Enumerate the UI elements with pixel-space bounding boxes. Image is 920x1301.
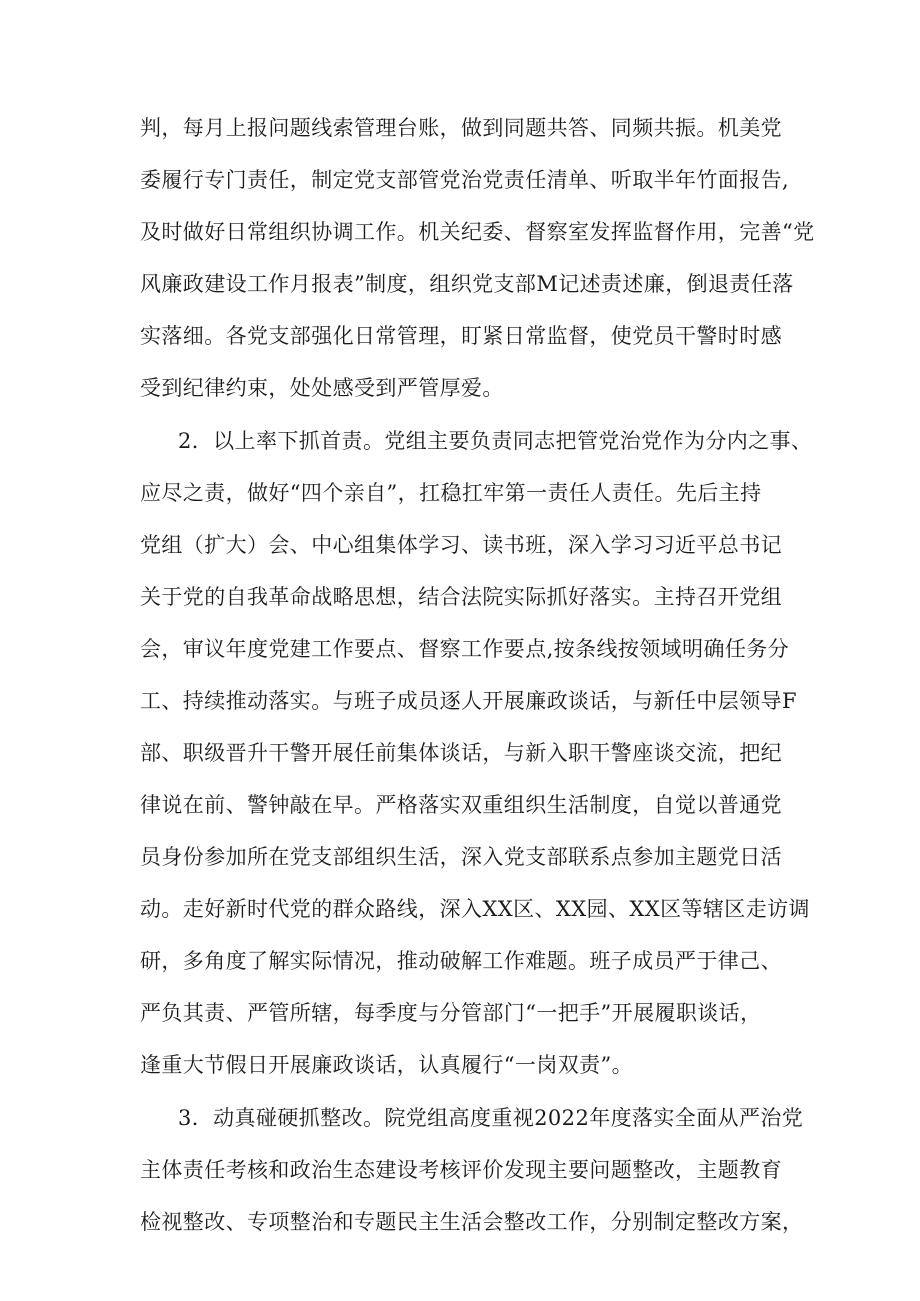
text-line: 员身份参加所在党支部组织生活，深入党支部联系点参加主题党日活 bbox=[140, 845, 782, 869]
text-line: 实落细。各党支部强化日常管理，盯紧日常监督，使党员干警时时感 bbox=[140, 324, 782, 348]
text-line: 研，多角度了解实际情况，推动破解工作难题。班子成员严于律己、 bbox=[140, 949, 782, 973]
text-line: 主体责任考核和政治生态建设考核评价发现主要问题整改，主题教育 bbox=[140, 1158, 782, 1182]
text-line: 律说在前、警钟敲在早。严格落实双重组织生活制度，自觉以普通党 bbox=[140, 793, 782, 817]
text-line: 工、持续推动落实。与班子成员逐人开展廉政谈话，与新任中层领导F bbox=[140, 689, 797, 713]
text-line: 会，审议年度党建工作要点、督察工作要点,按条线按领域明确任务分 bbox=[140, 637, 790, 661]
text-line: 受到纪律约束，处处感受到严管厚爱。 bbox=[140, 376, 504, 400]
text-line: 关于党的自我革命战略思想，结合法院实际抓好落实。主持召开党组 bbox=[140, 585, 782, 609]
text-line: 风廉政建设工作月报表”制度，组织党支部M记述责述廉，倒退责任落 bbox=[140, 272, 794, 296]
text-line: 判，每月上报问题线索管理台账，做到同题共答、同频共振。机美党 bbox=[140, 116, 782, 140]
text-line: 检视整改、专项整治和专题民主生活会整改工作，分别制定整改方案， bbox=[140, 1210, 804, 1234]
text-line: 严负其责、严管所辖，每季度与分管部门“一把手”开展履职谈话， bbox=[140, 1001, 762, 1025]
text-line: 应尽之责，做好“四个亲自”，扛稳扛牢第一责任人责任。先后主持 bbox=[140, 481, 762, 505]
text-line: 逢重大节假日开展廉政谈话，认真履行“一岗双责”。 bbox=[140, 1053, 634, 1077]
text-line: 委履行专门责任，制定党支部管党治党责任清单、听取半年竹面报告, bbox=[140, 168, 790, 192]
text-line: 及时做好日常组织协调工作。机关纪委、督察室发挥监督作用，完善“党 bbox=[140, 220, 815, 244]
text-line: 部、职级晋升干警开展任前集体谈话，与新入职干警座谈交流，把纪 bbox=[140, 741, 782, 765]
paragraph-2-first-line: 2．以上率下抓首责。党组主要负责同志把管党治党作为分内之事、 bbox=[178, 429, 813, 453]
text-line: 党组（扩大）会、中心组集体学习、读书班，深入学习习近平总书记 bbox=[140, 533, 782, 557]
paragraph-3-first-line: 3．动真碰硬抓整改。院党组高度重视2022年度落实全面从严治党 bbox=[178, 1106, 804, 1130]
text-line: 动。走好新时代党的群众路线，深入XX区、XX园、XX区等辖区走访调 bbox=[140, 897, 810, 921]
